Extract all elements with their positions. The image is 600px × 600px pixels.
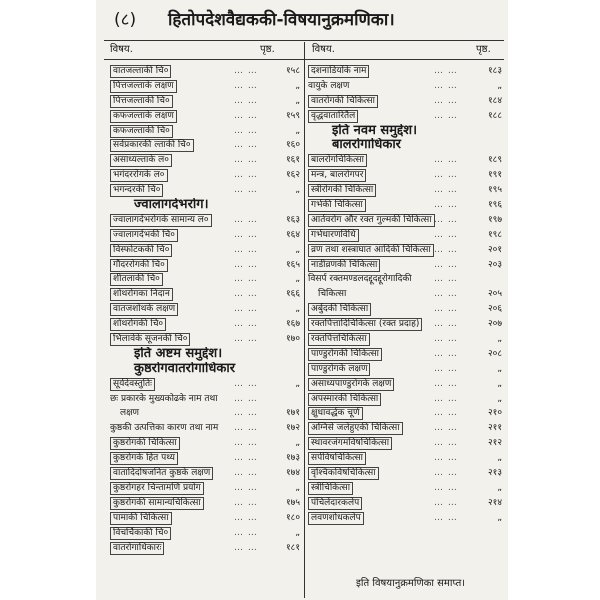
entry-page-number: „ — [497, 378, 502, 389]
entry-page-number: २१३ — [487, 468, 502, 479]
leader-dots: … … — [234, 468, 258, 479]
entry-page-number: १७१ — [285, 408, 300, 419]
entry-page-number: १७० — [285, 334, 300, 345]
index-entry — [110, 258, 302, 273]
leader-dots: … … — [434, 393, 458, 404]
entry-subject: विसर्प रक्तमण्डलदद्दूदद्दूरोगादिकी — [308, 274, 412, 285]
entry-page-number: १८० — [285, 512, 300, 523]
leader-dots: … … — [234, 319, 258, 330]
entry-page-number: १६५ — [285, 259, 300, 270]
right-column — [308, 64, 504, 526]
entry-page-number: २११ — [487, 423, 502, 434]
leader-dots: … … — [434, 274, 458, 285]
entry-page-number: „ — [295, 482, 300, 493]
index-entry — [110, 287, 302, 302]
header-top-rule — [104, 40, 504, 41]
index-entry — [110, 421, 302, 436]
leader-dots: … … — [234, 497, 258, 508]
leader-dots: … … — [234, 453, 258, 464]
leader-dots: … … — [434, 408, 458, 419]
entry-subject: भगंदररोगके ल० — [110, 169, 168, 182]
entry-page-number: „ — [295, 125, 300, 136]
entry-page-number: २०३ — [487, 259, 502, 270]
leader-dots: … … — [434, 214, 458, 225]
leader-dots: … … — [234, 289, 258, 300]
leader-dots: … … — [234, 95, 258, 106]
entry-page-number: १६० — [285, 140, 300, 151]
entry-subject: छः प्रकारके मुख्यकोढके नाम तथा — [110, 393, 218, 404]
leader-dots: … … — [234, 393, 258, 404]
entry-page-number: १९६ — [487, 200, 502, 211]
index-entry — [110, 406, 302, 421]
index-entry — [110, 79, 302, 94]
entry-page-number: „ — [497, 363, 502, 374]
index-entry — [308, 228, 504, 243]
index-entry — [308, 481, 504, 496]
leader-dots: … … — [234, 482, 258, 493]
leader-dots: … … — [234, 408, 258, 419]
entry-page-number: १५९ — [285, 110, 300, 121]
entry-subject: गर्भकी चिकित्सा — [308, 199, 366, 212]
index-entry — [110, 109, 302, 124]
index-entry — [308, 466, 504, 481]
index-entry — [308, 496, 504, 511]
index-entry — [110, 243, 302, 258]
leader-dots: … … — [234, 274, 258, 285]
leader-dots: … … — [234, 155, 258, 166]
entry-subject: विचर्चिकाकी चि० — [110, 527, 171, 540]
entry-page-number: „ — [295, 80, 300, 91]
leader-dots: … … — [434, 304, 458, 315]
leader-dots: … … — [434, 363, 458, 374]
leader-dots: … … — [434, 185, 458, 196]
entry-subject: लक्षण — [120, 408, 140, 419]
entry-page-number: १६३ — [285, 214, 300, 225]
entry-page-number: „ — [295, 304, 300, 315]
entry-subject: बालरोगाधिकार — [332, 138, 402, 153]
right-page-header: पृष्ठ. — [476, 44, 491, 55]
entry-subject: वृद्धवातारितैल — [308, 110, 358, 123]
index-entry — [110, 377, 302, 392]
leader-dots: … … — [434, 229, 458, 240]
leader-dots: … … — [234, 66, 258, 76]
index-entry — [110, 168, 302, 183]
leader-dots: … … — [434, 110, 458, 121]
entry-page-number: १६२ — [285, 170, 300, 181]
entry-subject: मन्त्र, बालरोगपर — [308, 169, 366, 182]
entry-page-number: २०६ — [487, 304, 502, 315]
left-page-header: पृष्ठ. — [260, 44, 275, 55]
leader-dots: … … — [234, 527, 258, 538]
index-entry — [308, 213, 504, 228]
entry-subject: रक्तपित्तचिकित्सा — [308, 333, 370, 346]
leader-dots: … … — [234, 304, 258, 315]
leader-dots: … … — [434, 438, 458, 449]
index-entry — [308, 272, 504, 287]
entry-subject: सर्पविषचिकित्सा — [308, 452, 366, 465]
entry-page-number: „ — [497, 334, 502, 345]
index-entry — [308, 64, 504, 79]
entry-subject: अग्निसे जलेहुएकी चिकित्सा — [308, 422, 403, 435]
index-entry — [308, 392, 504, 407]
index-entry — [110, 451, 302, 466]
entry-subject: गर्भधारणविधि — [308, 229, 359, 242]
leader-dots: … … — [434, 289, 458, 300]
leader-dots: … … — [434, 259, 458, 270]
entry-subject: कुष्ठरोगकी चिकित्सा — [110, 437, 180, 450]
column-divider — [304, 42, 305, 598]
index-entry — [110, 526, 302, 541]
entry-page-number: २०७ — [487, 319, 502, 330]
entry-page-number: २०८ — [487, 348, 502, 359]
entry-page-number: „ — [295, 95, 300, 106]
index-entry — [110, 541, 302, 556]
section-heading — [308, 138, 504, 153]
index-entry — [308, 243, 504, 258]
entry-subject: दशनाडियोंके नाम — [308, 65, 369, 78]
entry-subject: चिकित्सा — [318, 289, 347, 300]
entry-subject: पामाकी चिकित्सा — [110, 512, 172, 525]
entry-page-number: १८९ — [487, 155, 502, 166]
index-entry — [308, 406, 504, 421]
index-entry — [308, 183, 504, 198]
entry-subject: वातजशोथके लक्षण — [110, 303, 178, 316]
index-entry — [308, 332, 504, 347]
index-entry — [110, 436, 302, 451]
entry-subject: पित्तजल्ताकी चि० — [110, 95, 173, 108]
entry-subject: कुष्ठरोगकी सामान्यचिकित्सा — [110, 497, 204, 510]
entry-page-number: १७२ — [285, 423, 300, 434]
entry-page-number: १७३ — [285, 453, 300, 464]
leader-dots: … … — [234, 80, 258, 91]
index-entry — [308, 451, 504, 466]
index-entry — [110, 138, 302, 153]
index-entry — [110, 64, 302, 79]
entry-page-number: १९८ — [487, 229, 502, 240]
index-entry — [308, 258, 504, 273]
entry-subject: वातरोगकी चिकित्सा — [308, 95, 378, 108]
entry-subject: भिलावेके सूजनकी चि० — [110, 333, 190, 346]
entry-subject: ज्वालागर्दभकी चि० — [110, 229, 178, 242]
entry-subject: स्त्रीरोगकी चिकित्सा — [308, 184, 376, 197]
entry-subject: शोथरोगका निदान — [110, 288, 173, 301]
entry-subject: बालरोगचिकित्सा — [308, 154, 367, 167]
leader-dots: … … — [234, 423, 258, 434]
leader-dots: … … — [434, 155, 458, 166]
section-heading — [110, 347, 302, 362]
entry-subject: पाण्डुरोगके लक्षण — [308, 363, 370, 376]
index-entry — [110, 213, 302, 228]
index-page — [96, 0, 508, 600]
leader-dots: … … — [434, 200, 458, 211]
entry-subject: रक्तपित्तादिचिकित्सा (रक्त प्रदाह) — [308, 318, 422, 331]
entry-subject: अर्बुदकी चिकित्सा — [308, 303, 371, 316]
index-entry — [308, 362, 504, 377]
leader-dots: … … — [234, 110, 258, 121]
entry-page-number: „ — [497, 393, 502, 404]
index-entry — [308, 94, 504, 109]
index-entry — [308, 109, 504, 124]
index-entry — [110, 511, 302, 526]
entry-page-number: १५८ — [285, 66, 300, 76]
entry-subject: पित्तजल्ताके लक्षण — [110, 80, 177, 93]
entry-subject: सूर्यदेवस्तुतिः — [110, 378, 155, 391]
index-entry — [308, 198, 504, 213]
index-entry — [110, 94, 302, 109]
index-entry — [308, 153, 504, 168]
index-entry — [308, 287, 504, 302]
entry-subject: पाण्डुरोगकी चिकित्सा — [308, 348, 382, 361]
entry-subject: कुष्ठकी उत्पत्तिका कारण तथा नाम — [110, 423, 219, 434]
leader-dots: … … — [434, 244, 458, 255]
index-entry — [110, 317, 302, 332]
index-entry — [308, 168, 504, 183]
entry-page-number: २१४ — [487, 497, 502, 508]
entry-subject: नाडीव्रणकी चिकित्सा — [308, 259, 380, 272]
leader-dots: … … — [434, 319, 458, 330]
entry-subject: आर्तवरोग और रक्त गुल्मकी चिकित्सा — [308, 214, 435, 227]
entry-subject: कुष्ठरोगके हित पथ्य — [110, 452, 178, 465]
entry-page-number: १९५ — [487, 185, 502, 196]
leader-dots: … … — [234, 229, 258, 240]
entry-page-number: „ — [497, 453, 502, 464]
entry-page-number: २०१ — [487, 244, 502, 255]
entry-subject: क्षुधावर्द्धक चूर्ण — [308, 407, 363, 420]
index-entry — [110, 496, 302, 511]
index-entry — [110, 124, 302, 139]
entry-subject: इति नवम समुद्देश। — [332, 123, 418, 138]
index-entry — [308, 421, 504, 436]
leader-dots: … … — [434, 378, 458, 389]
index-entry — [110, 153, 302, 168]
entry-subject: शीतलाकी चि० — [110, 273, 163, 286]
entry-subject: असाध्यल्ताके ल० — [110, 154, 172, 167]
page-header — [96, 6, 508, 34]
leader-dots: … … — [234, 259, 258, 270]
leader-dots: … … — [434, 453, 458, 464]
leader-dots: … … — [234, 244, 258, 255]
entry-page-number: १७५ — [285, 497, 300, 508]
leader-dots: … … — [434, 482, 458, 493]
index-entry — [110, 332, 302, 347]
entry-subject: वातरोगाधिकारः — [110, 542, 164, 555]
leader-dots: … … — [434, 95, 458, 106]
leader-dots: … … — [234, 512, 258, 523]
entry-page-number: „ — [497, 80, 502, 91]
leader-dots: … … — [434, 170, 458, 181]
entry-page-number: २०५ — [487, 289, 502, 300]
entry-page-number: १७४ — [285, 468, 300, 479]
entry-page-number: १६६ — [285, 289, 300, 300]
entry-page-number: „ — [295, 438, 300, 449]
entry-subject: वायुके लक्षण — [308, 80, 350, 91]
entry-page-number: „ — [497, 482, 502, 493]
leader-dots: … … — [434, 423, 458, 434]
leader-dots: … … — [434, 348, 458, 359]
entry-page-number: १६७ — [285, 319, 300, 330]
index-entry — [308, 377, 504, 392]
section-heading — [110, 362, 302, 377]
entry-subject: अपस्मारकी चिकित्सा — [308, 393, 381, 406]
entry-subject: स्थावरजंगमविषचिकित्सा — [308, 437, 392, 450]
entry-subject: भगन्दरकी चि० — [110, 184, 163, 197]
index-entry — [110, 481, 302, 496]
index-entry — [308, 436, 504, 451]
entry-subject: कफजल्ताकी चि० — [110, 125, 173, 138]
entry-subject: सर्वप्रकारकी ल्ताकी चि० — [110, 139, 194, 152]
leader-dots: … … — [234, 140, 258, 151]
leader-dots: … … — [434, 468, 458, 479]
entry-page-number: १६१ — [285, 155, 300, 166]
index-footer: इति विषयानुक्रमणिका समाप्त। — [356, 578, 466, 589]
entry-page-number: २१० — [487, 408, 502, 419]
entry-page-number: २१२ — [487, 438, 502, 449]
leader-dots: … … — [234, 542, 258, 553]
index-entry — [308, 302, 504, 317]
entry-page-number: १९७ — [487, 214, 502, 225]
leader-dots: … … — [234, 334, 258, 345]
entry-subject: लवणशोधकलेप — [308, 512, 364, 525]
leader-dots: … … — [434, 80, 458, 91]
index-entry — [110, 272, 302, 287]
index-entry — [110, 302, 302, 317]
entry-page-number: १८१ — [285, 542, 300, 553]
entry-subject: ज्वालागर्दभरोगके सामान्य ल० — [110, 214, 212, 227]
page-number: (८) — [114, 10, 137, 30]
index-entry — [308, 347, 504, 362]
entry-page-number: „ — [497, 512, 502, 523]
entry-subject: कुष्ठरोगहर चिन्तामणि प्रयोग — [110, 482, 204, 495]
entry-subject: विस्फोटककी चि० — [110, 244, 172, 257]
entry-subject: ज्वालागर्दभरोग। — [134, 198, 209, 213]
entry-page-number: „ — [295, 378, 300, 389]
entry-subject: असाध्यपाण्डुरोगके लक्षण — [308, 378, 394, 391]
index-entry — [308, 79, 504, 94]
section-heading — [308, 124, 504, 139]
entry-page-number: „ — [295, 185, 300, 196]
right-subject-header: विषय. — [312, 44, 335, 55]
index-entry — [110, 228, 302, 243]
entry-subject: वृश्चिकविषचिकित्सा — [308, 467, 379, 480]
entry-subject: पंचिलेंदारकलेप — [308, 497, 362, 510]
section-heading — [110, 198, 302, 213]
page-title: हितोपदेशवैद्यककी-विषयानुक्रमणिका। — [168, 10, 395, 30]
leader-dots: … … — [434, 334, 458, 345]
entry-subject: वातजल्ताकी चि० — [110, 65, 171, 78]
entry-page-number: „ — [295, 527, 300, 538]
entry-subject: कफजल्ताके लक्षण — [110, 110, 177, 123]
entry-page-number: १८८ — [487, 110, 502, 121]
left-subject-header: विषय. — [110, 44, 133, 55]
entry-page-number: १६४ — [285, 229, 300, 240]
entry-subject: गौदररोगकी चि० — [110, 259, 168, 272]
entry-page-number: १९१ — [487, 170, 502, 181]
leader-dots: … … — [234, 170, 258, 181]
index-entry — [110, 466, 302, 481]
index-entry — [308, 317, 504, 332]
entry-subject: इति अष्टम समुद्देश। — [134, 346, 223, 361]
index-entry — [308, 511, 504, 526]
left-column — [110, 64, 302, 555]
entry-subject: स्त्रीचिकित्सा — [308, 482, 353, 495]
entry-subject: शोथरोगकी चि० — [110, 318, 166, 331]
index-entry — [110, 392, 302, 407]
entry-subject: व्रण तथा शस्त्राघात आदिकी चिकित्सा — [308, 244, 434, 257]
leader-dots: … … — [234, 438, 258, 449]
entry-subject: वातादिदोषजनित कुष्ठके लक्षण — [110, 467, 213, 480]
leader-dots: … … — [234, 214, 258, 225]
leader-dots: … … — [234, 125, 258, 136]
leader-dots: … … — [434, 512, 458, 523]
leader-dots: … … — [234, 378, 258, 389]
entry-page-number: „ — [295, 244, 300, 255]
entry-page-number: „ — [295, 274, 300, 285]
entry-subject: कुष्ठरोगवातरोगाधिकार — [134, 361, 236, 376]
leader-dots: … … — [434, 66, 458, 76]
index-entry — [110, 183, 302, 198]
entry-page-number: १८४ — [487, 95, 502, 106]
entry-page-number: १८३ — [487, 66, 502, 76]
leader-dots: … … — [234, 185, 258, 196]
leader-dots: … … — [434, 497, 458, 508]
